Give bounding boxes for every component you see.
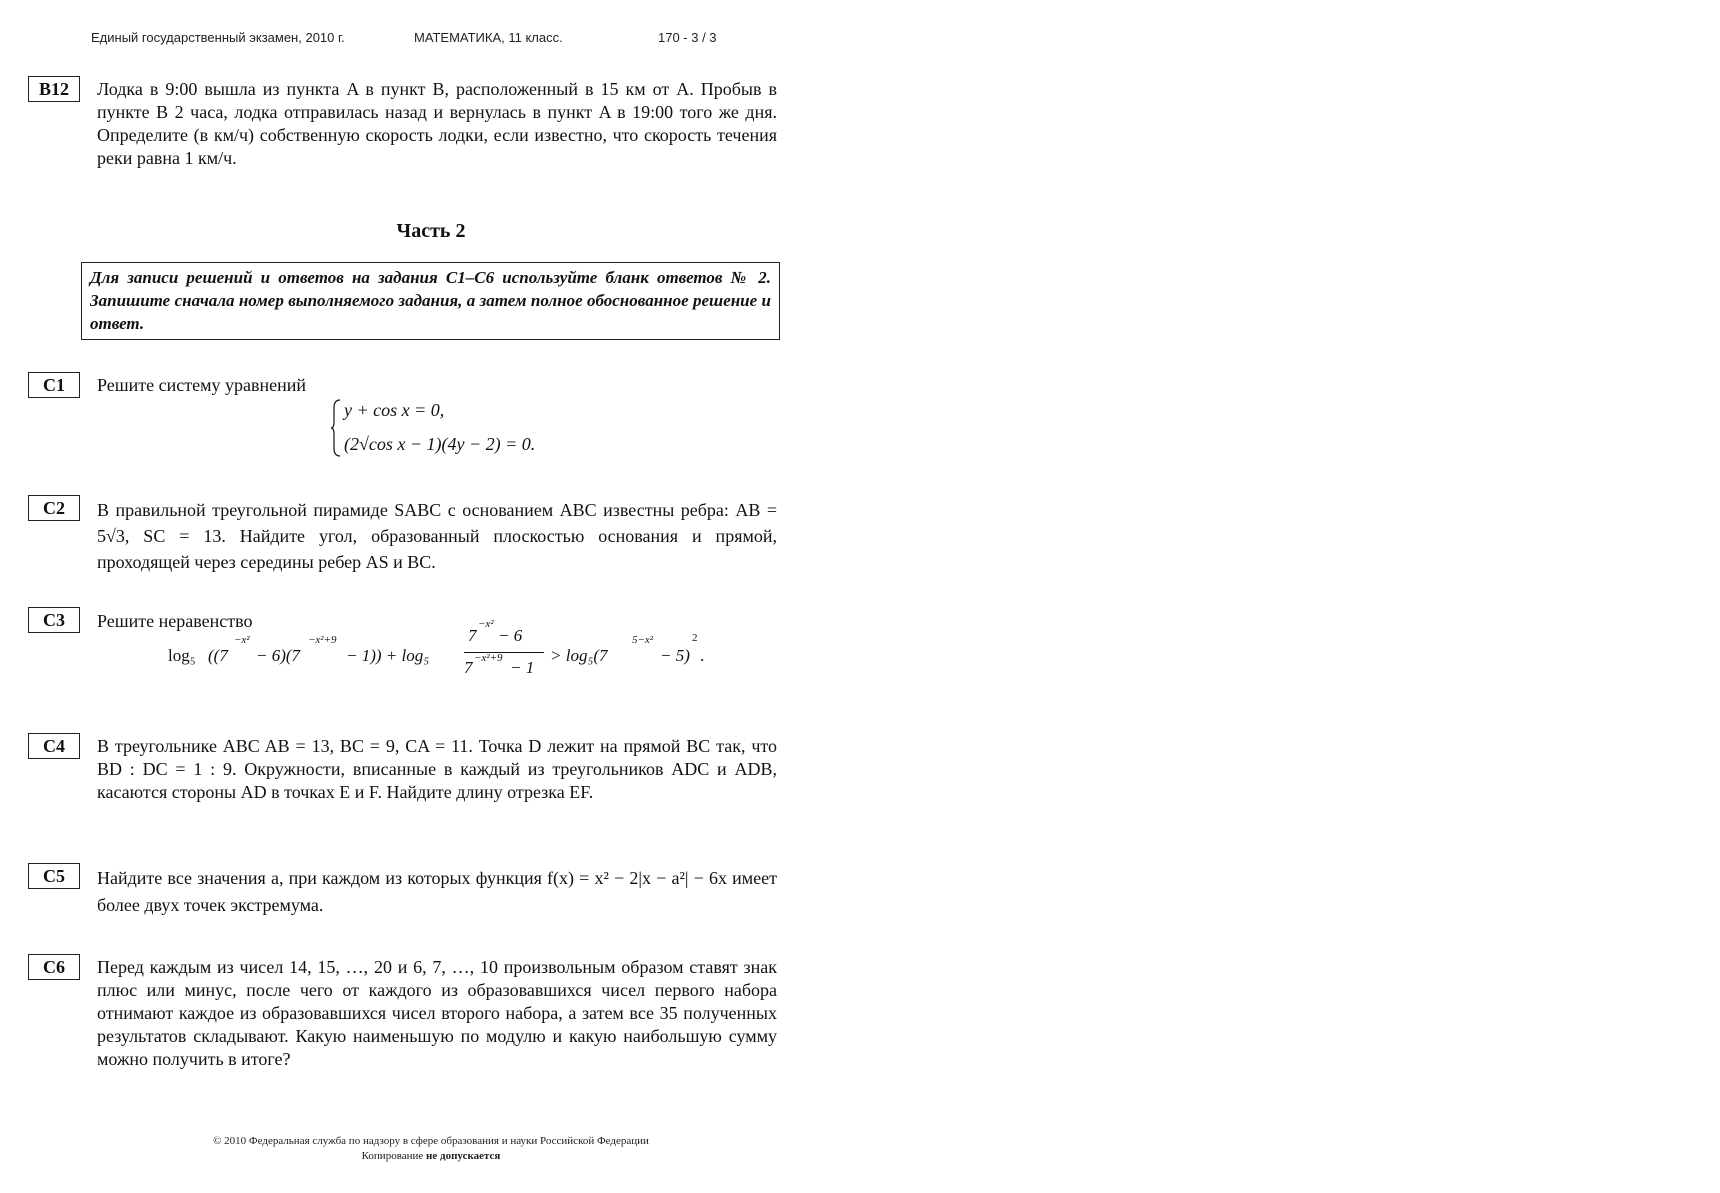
task-tag-c5: C5 <box>28 863 80 889</box>
ineq-num-tail: − 6 <box>498 626 523 645</box>
task-c4-text: В треугольнике ABC AB = 13, BC = 9, CA = 11. Точка D лежит на прямой BC так, что BD : DC = 1 : 9. Окружности, вписанные в каждый из треугольников ADC и ADB, касаются стороны AD в точках E и F. Найдите длину отрезка EF. <box>97 736 777 802</box>
footer-copy-prefix: Копирование <box>361 1150 427 1162</box>
ineq-part4: − 5) <box>660 646 690 665</box>
system-brace <box>330 398 342 458</box>
task-c3-text: Решите неравенство <box>97 611 253 631</box>
header-subject: МАТЕМАТИКА, 11 класс. <box>414 30 563 45</box>
instruction-box: Для записи решений и ответов на задания С1–С6 используйте бланк ответов № 2. Запишите сначала номер выполняемого задания, а затем полное обоснованное решение и ответ. <box>81 262 780 340</box>
c1-equation-1: y + cos x = 0, <box>344 400 445 420</box>
task-c5-text: Найдите все значения a, при каждом из которых функция f(x) = x² − 2|x − a²| − 6x имеет более двух точек экстремума. <box>97 868 777 915</box>
task-tag-b12: B12 <box>28 76 80 102</box>
task-tag-c3: C3 <box>28 607 80 633</box>
ineq-num-base: 7 <box>468 626 477 645</box>
ineq-log1: log₅ <box>168 646 196 665</box>
ineq-exp1: −x² <box>234 634 250 646</box>
footer-copy-bold: не допускается <box>426 1150 501 1162</box>
task-b12-text: Лодка в 9:00 вышла из пункта A в пункт B, расположенный в 15 км от A. Пробыв в пункте B 2 часа, лодка отправилась назад и вернулась в пункт A в 19:00 того же дня. Определите (в км/ч) собственную скорость лодки, если известно, что скорость течения реки равна 1 км/ч. <box>97 79 777 168</box>
task-tag-c6: C6 <box>28 954 80 980</box>
ineq-part3: − 1)) + log₅ <box>346 646 430 665</box>
ineq-den-exp: −x²+9 <box>474 652 503 664</box>
task-tag-c4: C4 <box>28 733 80 759</box>
task-c1-text: Решите систему уравнений <box>97 375 306 395</box>
ineq-square: 2 <box>692 632 698 644</box>
header-exam: Единый государственный экзамен, 2010 г. <box>91 30 345 45</box>
task-c2-text: В правильной треугольной пирамиде SABC с основанием ABC известны ребра: AB = 5√3, SC = 13. Найдите угол, образованный плоскостью основания и прямой, проходящей через середины ребер AS и BC. <box>97 500 777 572</box>
ineq-gt: > log₅(7 <box>550 646 608 665</box>
ineq-exp2: −x²+9 <box>308 634 337 646</box>
c3-inequality <box>168 618 708 680</box>
ineq-num-exp: −x² <box>478 618 494 630</box>
ineq-part1: ((7 <box>208 646 228 665</box>
part-title: Часть 2 <box>396 220 466 242</box>
task-c6-text: Перед каждым из чисел 14, 15, …, 20 и 6, 7, …, 10 произвольным образом ставят знак плюс или минус, после чего от каждого из образовавшихся чисел первого набора отнимают каждое из образовавшихся чисел второго набора, а затем все 35 полученных результатов складывают. Какую наименьшую по модулю и какую наибольшую сумму можно получить в итоге? <box>97 957 777 1069</box>
ineq-den-tail: − 1 <box>510 658 535 677</box>
footer-copy-note <box>0 1150 862 1162</box>
ineq-exp3: 5−x² <box>632 634 654 646</box>
task-tag-c1: C1 <box>28 372 80 398</box>
header-page: 170 - 3 / 3 <box>658 30 717 45</box>
ineq-den-base: 7 <box>464 658 473 677</box>
ineq-part2: − 6)(7 <box>256 646 301 665</box>
ineq-period: . <box>700 646 705 665</box>
task-tag-c2: C2 <box>28 495 80 521</box>
c1-equation-2: (2√cos x − 1)(4y − 2) = 0. <box>344 434 536 454</box>
footer-copyright: © 2010 Федеральная служба по надзору в сфере образования и науки Российской Федерации <box>213 1135 649 1147</box>
